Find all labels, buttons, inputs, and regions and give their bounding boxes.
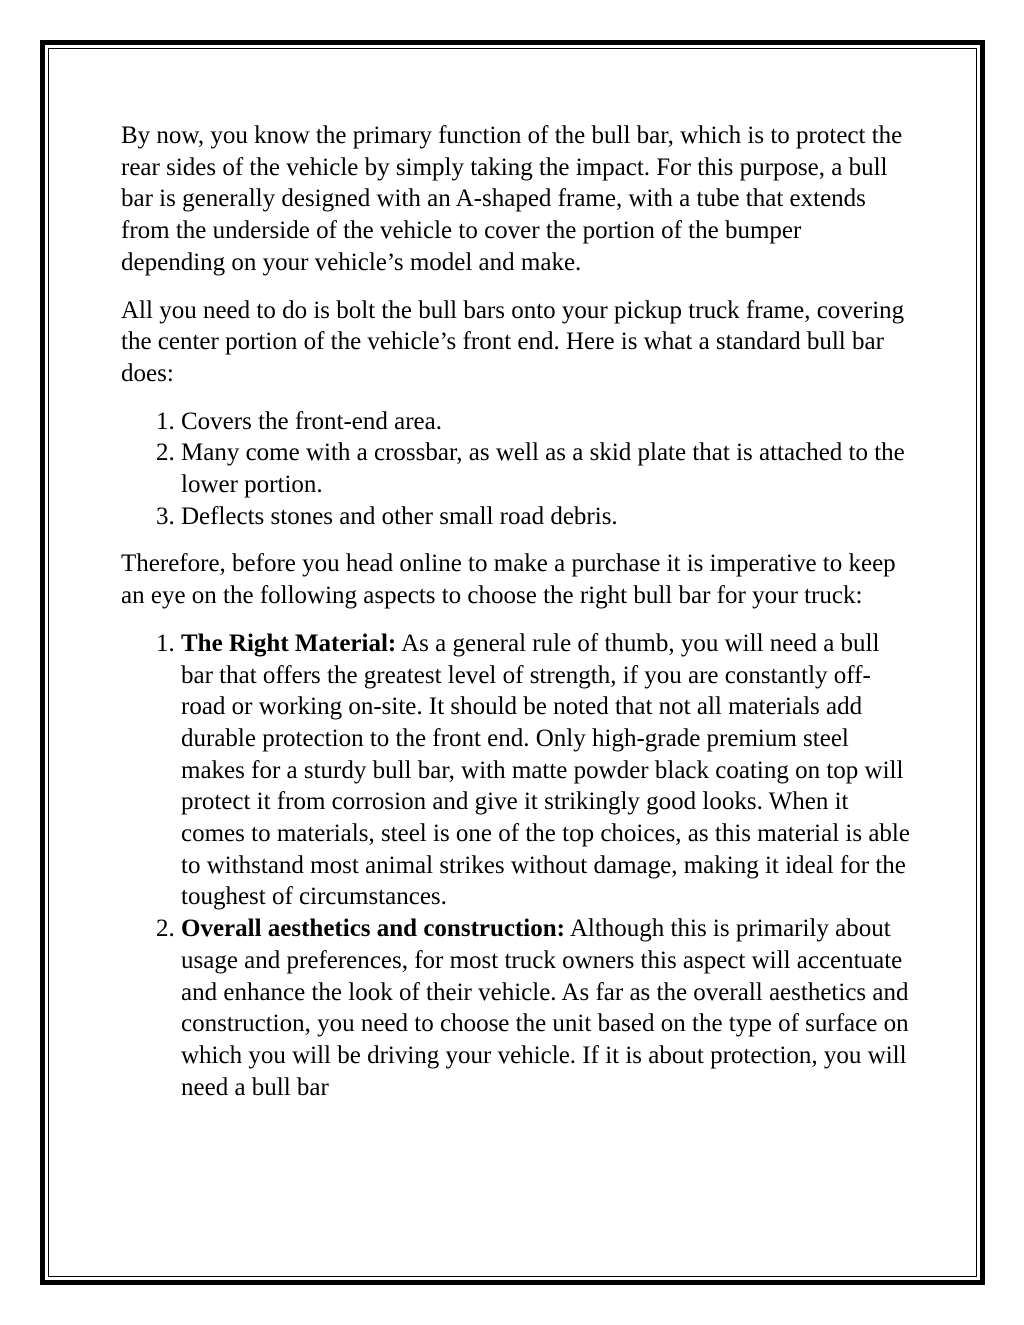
list-item-text: Although this is primarily about usage and preferences, for most truck owners this aspect will accentuate and enhance the look of their vehicle. As far as the overall aesthetics and construction, you need to choose the unit based on the type of surface on which you will be driving your vehicle. If it is about protection, you will need a bull bar: [181, 915, 909, 1101]
paragraph-purchase-aspects: Therefore, before you head online to make a purchase it is imperative to keep an eye on the following aspects to choose the right bull bar for your truck:: [121, 550, 896, 610]
list-item-heading: The Right Material:: [181, 629, 397, 657]
list-item: 2. Many come with a crossbar, as well as a skid plate that is attached to the lower portion.: [181, 437, 911, 500]
paragraph-intro: By now, you know the primary function of the bull bar, which is to protect the rear sides of the vehicle by simply taking the impact. For this purpose, a bull bar is generally designed with an A-shaped frame, with a tube that extends from the underside of the vehicle to cover the portion of the bumper depending on your vehicle’s model and make.: [121, 122, 903, 276]
list-item-text: As a general rule of thumb, you will need a bull bar that offers the greatest level of strength, if you are constantly off-road or working on-site. It should be noted that not all materials add durable protection to the front end. Only high-grade premium steel makes for a sturdy bull bar, with matte powder black coating on top will protect it from corrosion and give it strikingly good looks. When it comes to materials, steel is one of the top choices, as this material is able to withstand most animal strikes without damage, making it ideal for the toughest of circumstances.: [181, 629, 910, 911]
document-body: [121, 120, 911, 1119]
list-item-heading: Overall aesthetics and construction:: [181, 915, 565, 943]
paragraph-bolt-on: All you need to do is bolt the bull bars onto your pickup truck frame, covering the center portion of the vehicle’s front end. Here is what a standard bull bar does:: [121, 296, 905, 387]
bull-bar-functions-list: [121, 406, 911, 533]
list-item: [181, 628, 911, 913]
list-item: 1. Covers the front-end area.: [181, 406, 911, 438]
list-item: 3. Deflects stones and other small road debris.: [181, 501, 911, 533]
list-item: [181, 913, 911, 1103]
purchase-aspects-list: [121, 628, 911, 1104]
